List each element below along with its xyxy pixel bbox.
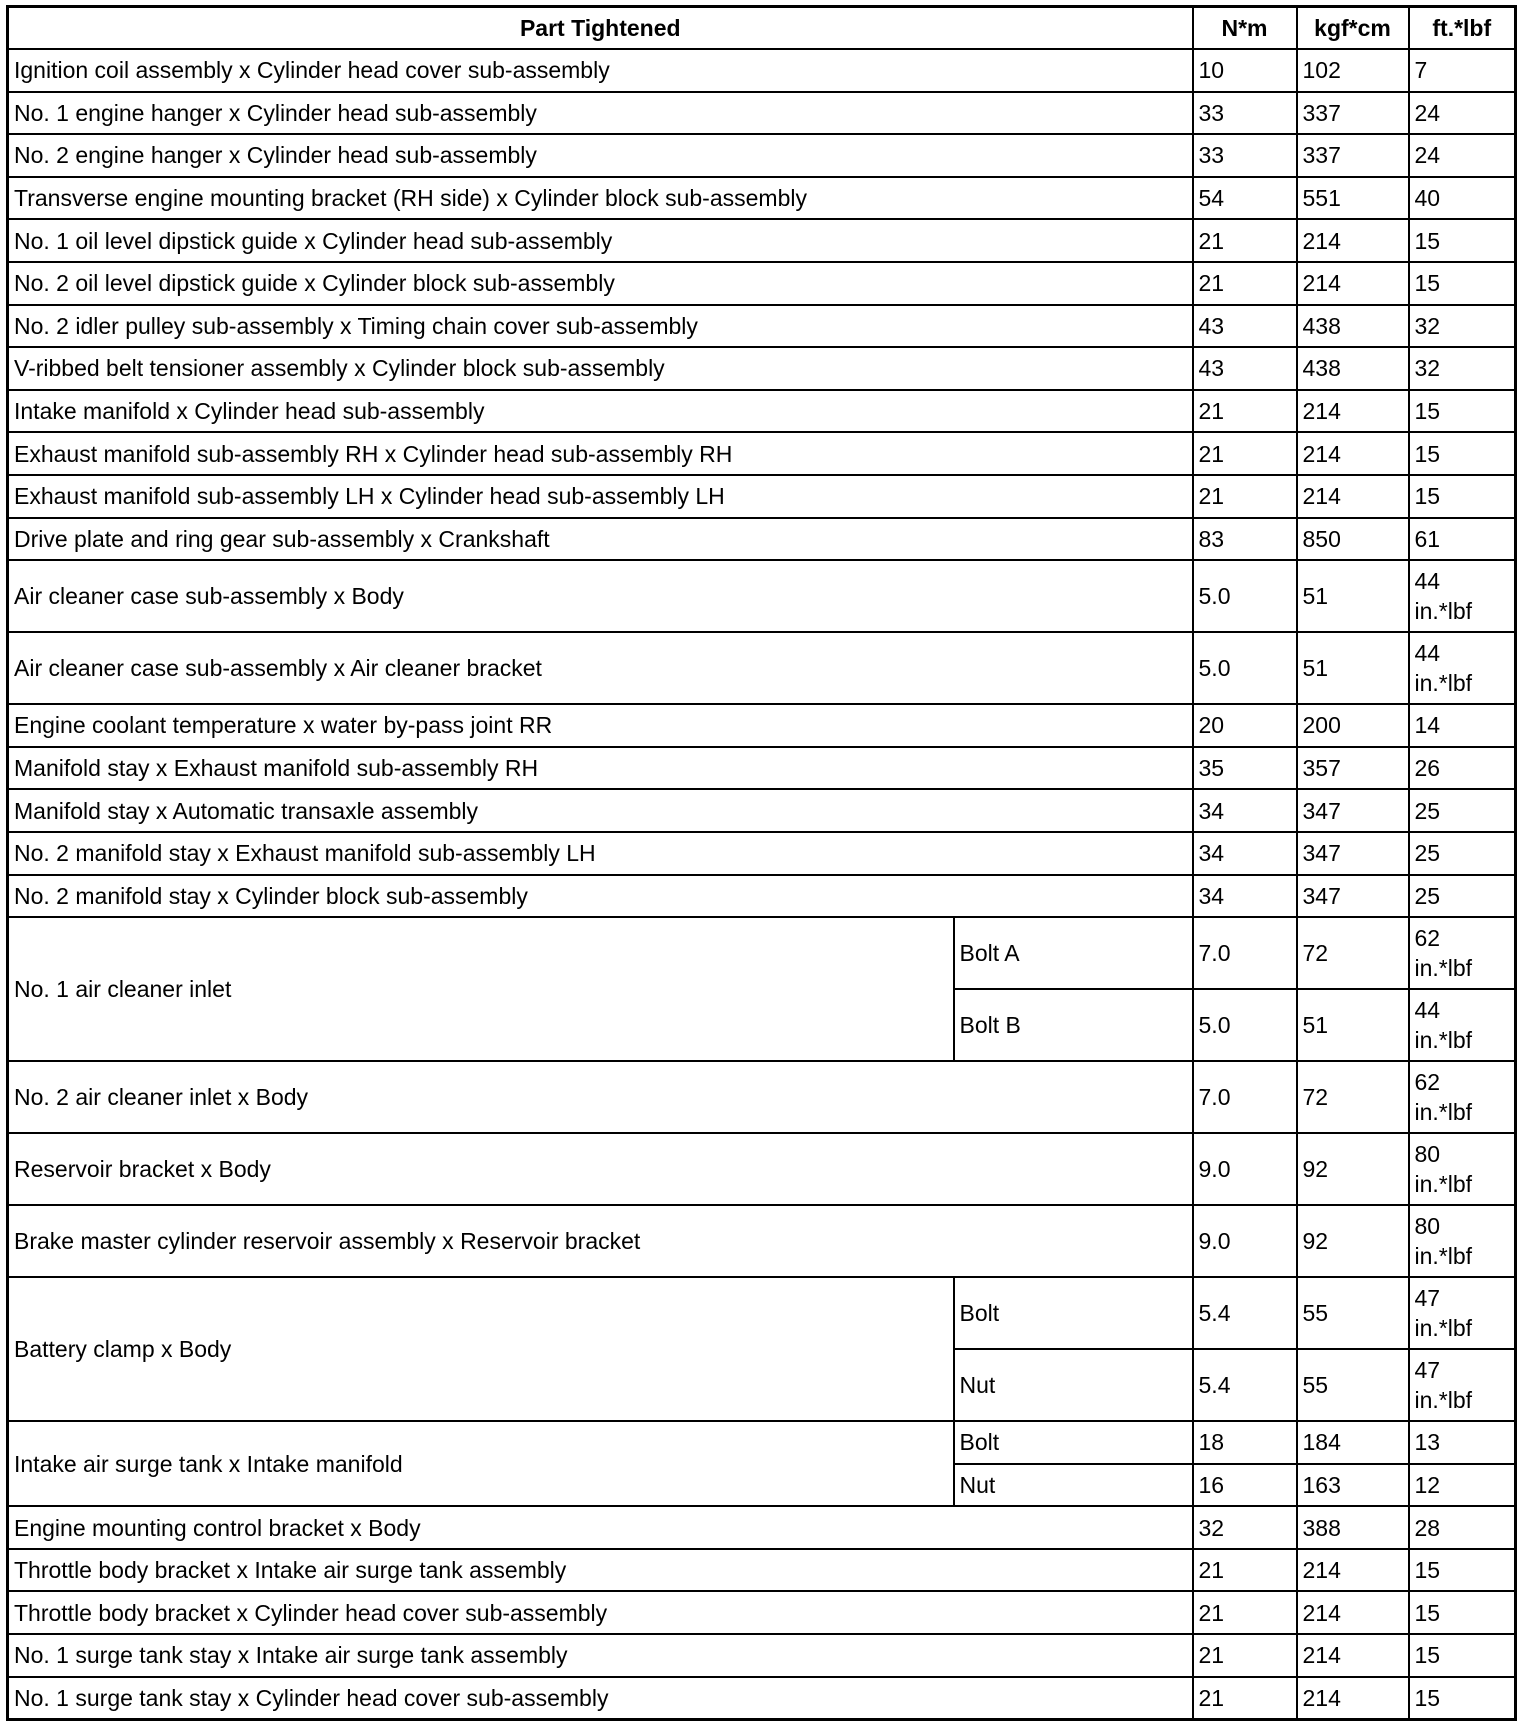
nm-cell: 10 <box>1193 49 1297 92</box>
ft-cell: 25 <box>1409 875 1516 918</box>
ft-cell: 26 <box>1409 747 1516 790</box>
nm-cell: 34 <box>1193 789 1297 832</box>
kgf-cell: 347 <box>1297 875 1409 918</box>
ft-value: 80 <box>1414 1213 1441 1240</box>
ft-cell: 15 <box>1409 432 1516 475</box>
ft-cell: 24 <box>1409 92 1516 135</box>
nm-cell: 16 <box>1193 1464 1297 1507</box>
ft-cell: 15 <box>1409 1591 1516 1634</box>
kgf-cell: 92 <box>1297 1205 1409 1277</box>
table-row <box>8 219 1516 262</box>
table-row <box>8 789 1516 832</box>
part-cell: Exhaust manifold sub-assembly RH x Cylinder head sub-assembly RH <box>8 432 1193 475</box>
ft-unit: in.*lbf <box>1414 598 1473 625</box>
part-cell: Intake air surge tank x Intake manifold <box>8 1421 954 1506</box>
part-cell: V-ribbed belt tensioner assembly x Cylinder block sub-assembly <box>8 347 1193 390</box>
table-row <box>8 1205 1516 1277</box>
kgf-cell: 388 <box>1297 1506 1409 1549</box>
ft-value: 44 <box>1414 640 1441 667</box>
nm-cell: 21 <box>1193 475 1297 518</box>
table-row <box>8 875 1516 918</box>
kgf-cell: 337 <box>1297 92 1409 135</box>
ft-value: 44 <box>1414 568 1441 595</box>
nm-cell: 18 <box>1193 1421 1297 1464</box>
part-cell: Ignition coil assembly x Cylinder head cover sub-assembly <box>8 49 1193 92</box>
header-row <box>8 7 1516 50</box>
ft-cell <box>1409 1349 1516 1421</box>
table-row <box>8 432 1516 475</box>
ft-cell: 61 <box>1409 518 1516 561</box>
ft-unit: in.*lbf <box>1414 1315 1473 1342</box>
kgf-cell: 214 <box>1297 390 1409 433</box>
part-cell: No. 1 surge tank stay x Cylinder head cover sub-assembly <box>8 1677 1193 1720</box>
table-row <box>8 1549 1516 1592</box>
table-row <box>8 49 1516 92</box>
table-row <box>8 747 1516 790</box>
part-cell: No. 1 air cleaner inlet <box>8 917 954 1061</box>
table-row <box>8 475 1516 518</box>
nm-cell: 33 <box>1193 134 1297 177</box>
nm-cell: 21 <box>1193 390 1297 433</box>
ft-value: 62 <box>1414 1069 1441 1096</box>
kgf-cell: 214 <box>1297 1677 1409 1720</box>
kgf-cell: 55 <box>1297 1277 1409 1349</box>
kgf-cell: 438 <box>1297 305 1409 348</box>
table-row <box>8 1634 1516 1677</box>
ft-cell: 15 <box>1409 475 1516 518</box>
ft-cell: 32 <box>1409 305 1516 348</box>
ft-value: 47 <box>1414 1357 1441 1384</box>
part-cell: Engine coolant temperature x water by-pass joint RR <box>8 704 1193 747</box>
nm-cell: 5.0 <box>1193 560 1297 632</box>
ft-value: 44 <box>1414 997 1441 1024</box>
nm-cell: 5.4 <box>1193 1349 1297 1421</box>
torque-table <box>6 5 1517 1721</box>
ft-cell <box>1409 1061 1516 1133</box>
ft-cell: 15 <box>1409 1677 1516 1720</box>
nm-cell: 33 <box>1193 92 1297 135</box>
ft-cell: 15 <box>1409 262 1516 305</box>
kgf-cell: 72 <box>1297 1061 1409 1133</box>
table-row <box>8 632 1516 704</box>
nm-cell: 9.0 <box>1193 1133 1297 1205</box>
part-cell: Reservoir bracket x Body <box>8 1133 1193 1205</box>
nm-cell: 21 <box>1193 1634 1297 1677</box>
sub-cell: Nut <box>954 1349 1193 1421</box>
part-cell: No. 2 idler pulley sub-assembly x Timing chain cover sub-assembly <box>8 305 1193 348</box>
nm-cell: 32 <box>1193 1506 1297 1549</box>
table-row <box>8 1506 1516 1549</box>
kgf-cell: 200 <box>1297 704 1409 747</box>
kgf-cell: 92 <box>1297 1133 1409 1205</box>
ft-cell <box>1409 1277 1516 1349</box>
table-row <box>8 917 1516 989</box>
table-row <box>8 134 1516 177</box>
ft-value: 80 <box>1414 1141 1441 1168</box>
part-cell: No. 1 engine hanger x Cylinder head sub-assembly <box>8 92 1193 135</box>
kgf-cell: 72 <box>1297 917 1409 989</box>
table-row <box>8 177 1516 220</box>
part-cell: Manifold stay x Automatic transaxle assembly <box>8 789 1193 832</box>
nm-cell: 5.0 <box>1193 632 1297 704</box>
nm-cell: 43 <box>1193 347 1297 390</box>
nm-cell: 34 <box>1193 832 1297 875</box>
ft-cell: 15 <box>1409 1549 1516 1592</box>
ft-cell <box>1409 1205 1516 1277</box>
nm-cell: 21 <box>1193 432 1297 475</box>
kgf-cell: 51 <box>1297 989 1409 1061</box>
ft-value: 62 <box>1414 925 1441 952</box>
kgf-cell: 347 <box>1297 832 1409 875</box>
part-cell: Air cleaner case sub-assembly x Air cleaner bracket <box>8 632 1193 704</box>
ft-cell: 13 <box>1409 1421 1516 1464</box>
table-row <box>8 832 1516 875</box>
ft-cell: 40 <box>1409 177 1516 220</box>
nm-cell: 21 <box>1193 1549 1297 1592</box>
part-cell: Manifold stay x Exhaust manifold sub-assembly RH <box>8 747 1193 790</box>
kgf-cell: 55 <box>1297 1349 1409 1421</box>
part-cell: No. 1 oil level dipstick guide x Cylinder head sub-assembly <box>8 219 1193 262</box>
nm-cell: 54 <box>1193 177 1297 220</box>
ft-unit: in.*lbf <box>1414 1027 1473 1054</box>
part-cell: No. 2 engine hanger x Cylinder head sub-assembly <box>8 134 1193 177</box>
ft-value: 47 <box>1414 1285 1441 1312</box>
ft-cell <box>1409 632 1516 704</box>
sub-cell: Nut <box>954 1464 1193 1507</box>
part-cell: Throttle body bracket x Cylinder head cover sub-assembly <box>8 1591 1193 1634</box>
kgf-cell: 214 <box>1297 219 1409 262</box>
part-cell: Battery clamp x Body <box>8 1277 954 1421</box>
ft-cell <box>1409 917 1516 989</box>
table-row <box>8 1421 1516 1464</box>
nm-cell: 35 <box>1193 747 1297 790</box>
nm-cell: 21 <box>1193 219 1297 262</box>
part-cell: Drive plate and ring gear sub-assembly x Crankshaft <box>8 518 1193 561</box>
sub-cell: Bolt <box>954 1421 1193 1464</box>
ft-unit: in.*lbf <box>1414 1243 1473 1270</box>
table-row <box>8 390 1516 433</box>
kgf-cell: 347 <box>1297 789 1409 832</box>
part-cell: Brake master cylinder reservoir assembly x Reservoir bracket <box>8 1205 1193 1277</box>
ft-cell: 12 <box>1409 1464 1516 1507</box>
kgf-cell: 438 <box>1297 347 1409 390</box>
part-cell: Exhaust manifold sub-assembly LH x Cylinder head sub-assembly LH <box>8 475 1193 518</box>
kgf-cell: 214 <box>1297 475 1409 518</box>
table-row <box>8 1061 1516 1133</box>
part-cell: No. 1 surge tank stay x Intake air surge tank assembly <box>8 1634 1193 1677</box>
part-cell: Transverse engine mounting bracket (RH side) x Cylinder block sub-assembly <box>8 177 1193 220</box>
table-row <box>8 347 1516 390</box>
part-cell: No. 2 manifold stay x Cylinder block sub-assembly <box>8 875 1193 918</box>
table-row <box>8 92 1516 135</box>
ft-cell: 15 <box>1409 390 1516 433</box>
ft-cell: 25 <box>1409 789 1516 832</box>
header-nm: N*m <box>1193 7 1297 50</box>
ft-cell: 14 <box>1409 704 1516 747</box>
nm-cell: 5.0 <box>1193 989 1297 1061</box>
nm-cell: 34 <box>1193 875 1297 918</box>
ft-unit: in.*lbf <box>1414 1171 1473 1198</box>
table-row <box>8 1591 1516 1634</box>
part-cell: No. 2 oil level dipstick guide x Cylinder block sub-assembly <box>8 262 1193 305</box>
table-row <box>8 305 1516 348</box>
kgf-cell: 214 <box>1297 262 1409 305</box>
sub-cell: Bolt <box>954 1277 1193 1349</box>
kgf-cell: 850 <box>1297 518 1409 561</box>
ft-cell: 24 <box>1409 134 1516 177</box>
ft-unit: in.*lbf <box>1414 1387 1473 1414</box>
header-kgf: kgf*cm <box>1297 7 1409 50</box>
kgf-cell: 214 <box>1297 1591 1409 1634</box>
kgf-cell: 184 <box>1297 1421 1409 1464</box>
nm-cell: 21 <box>1193 1677 1297 1720</box>
kgf-cell: 214 <box>1297 1634 1409 1677</box>
sub-cell: Bolt B <box>954 989 1193 1061</box>
part-cell: No. 2 air cleaner inlet x Body <box>8 1061 1193 1133</box>
ft-unit: in.*lbf <box>1414 670 1473 697</box>
ft-cell: 7 <box>1409 49 1516 92</box>
header-ftlbf: ft.*lbf <box>1409 7 1516 50</box>
table-row <box>8 1677 1516 1720</box>
nm-cell: 21 <box>1193 1591 1297 1634</box>
ft-cell <box>1409 989 1516 1061</box>
ft-cell: 15 <box>1409 1634 1516 1677</box>
ft-unit: in.*lbf <box>1414 1099 1473 1126</box>
kgf-cell: 163 <box>1297 1464 1409 1507</box>
kgf-cell: 51 <box>1297 560 1409 632</box>
sub-cell: Bolt A <box>954 917 1193 989</box>
part-cell: No. 2 manifold stay x Exhaust manifold sub-assembly LH <box>8 832 1193 875</box>
table-row <box>8 704 1516 747</box>
ft-cell: 32 <box>1409 347 1516 390</box>
nm-cell: 7.0 <box>1193 917 1297 989</box>
nm-cell: 7.0 <box>1193 1061 1297 1133</box>
table-row <box>8 262 1516 305</box>
nm-cell: 83 <box>1193 518 1297 561</box>
nm-cell: 20 <box>1193 704 1297 747</box>
ft-cell: 28 <box>1409 1506 1516 1549</box>
ft-cell <box>1409 1133 1516 1205</box>
table-row <box>8 518 1516 561</box>
kgf-cell: 551 <box>1297 177 1409 220</box>
ft-cell: 15 <box>1409 219 1516 262</box>
table-row <box>8 1277 1516 1349</box>
ft-cell <box>1409 560 1516 632</box>
kgf-cell: 357 <box>1297 747 1409 790</box>
kgf-cell: 214 <box>1297 1549 1409 1592</box>
ft-cell: 25 <box>1409 832 1516 875</box>
ft-unit: in.*lbf <box>1414 955 1473 982</box>
nm-cell: 9.0 <box>1193 1205 1297 1277</box>
table-row <box>8 1133 1516 1205</box>
part-cell: Intake manifold x Cylinder head sub-assembly <box>8 390 1193 433</box>
nm-cell: 5.4 <box>1193 1277 1297 1349</box>
kgf-cell: 214 <box>1297 432 1409 475</box>
part-cell: Throttle body bracket x Intake air surge tank assembly <box>8 1549 1193 1592</box>
nm-cell: 21 <box>1193 262 1297 305</box>
kgf-cell: 337 <box>1297 134 1409 177</box>
part-cell: Air cleaner case sub-assembly x Body <box>8 560 1193 632</box>
kgf-cell: 102 <box>1297 49 1409 92</box>
nm-cell: 43 <box>1193 305 1297 348</box>
kgf-cell: 51 <box>1297 632 1409 704</box>
table-row <box>8 560 1516 632</box>
part-cell: Engine mounting control bracket x Body <box>8 1506 1193 1549</box>
header-part: Part Tightened <box>8 7 1193 50</box>
